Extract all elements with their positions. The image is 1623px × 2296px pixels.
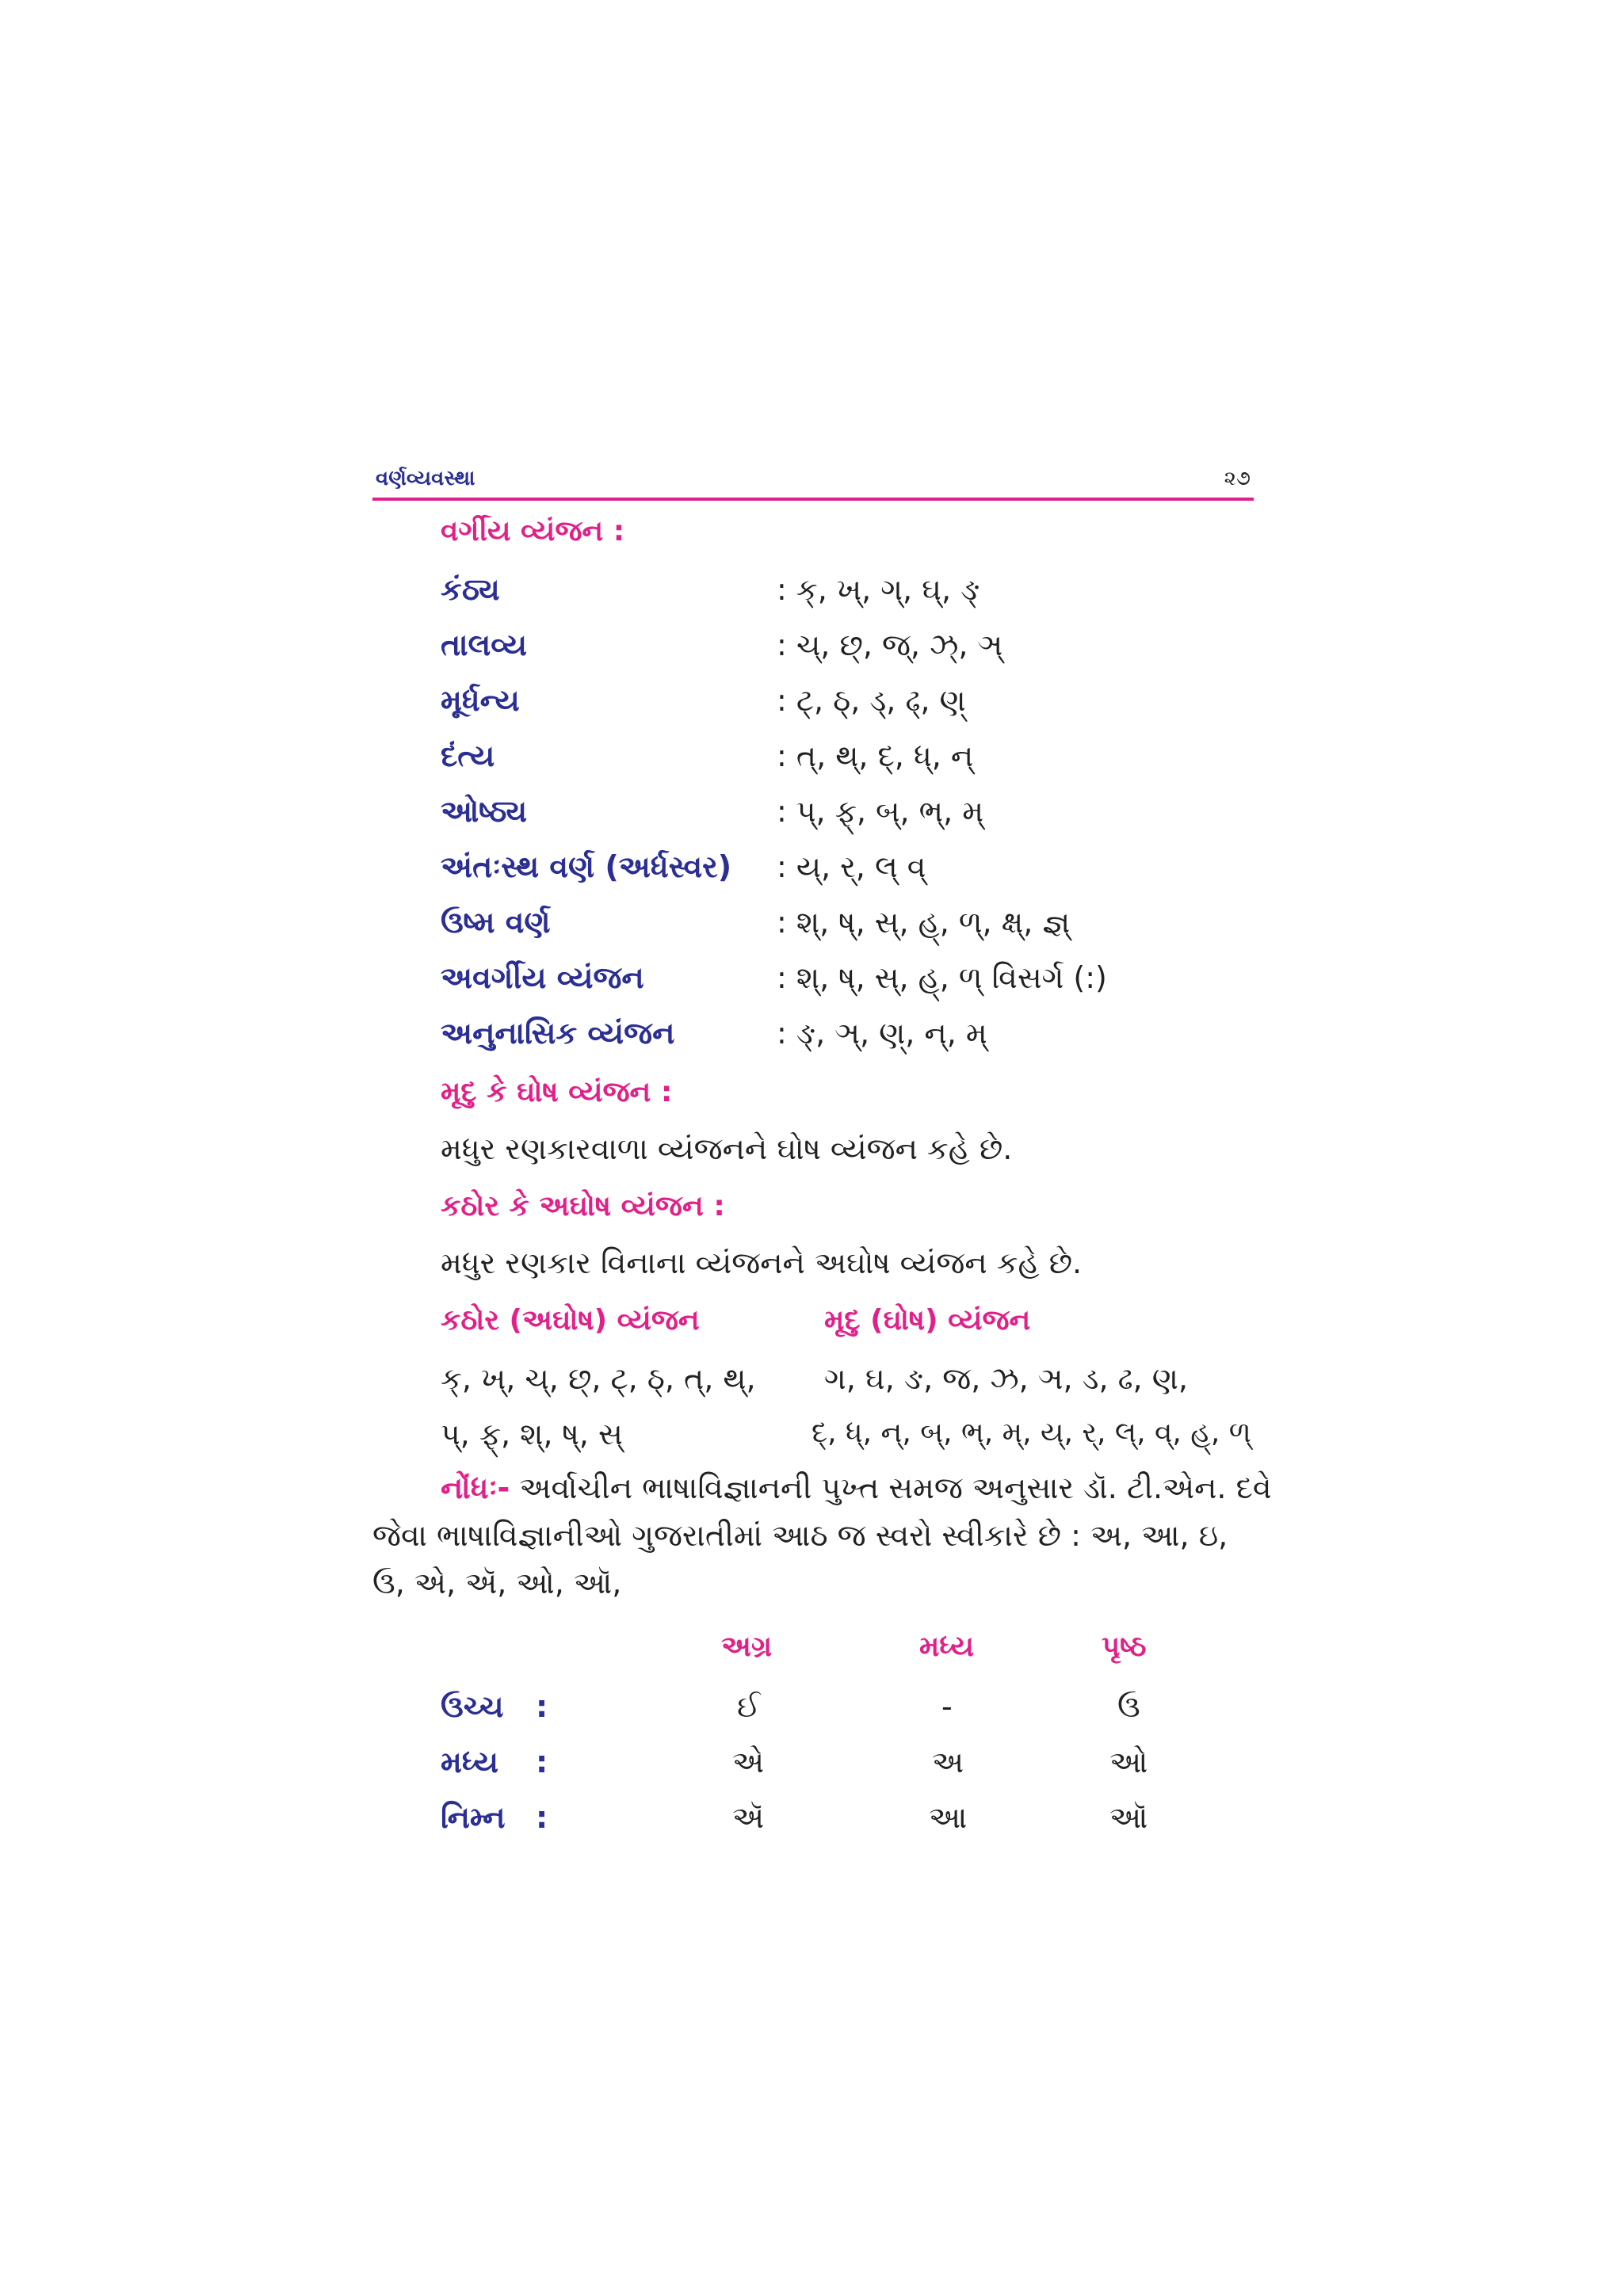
class-value-talavya: : ચ્, છ્, જ્, ઝ્, ઞ્ (777, 627, 1003, 662)
compare-right-line2: દ્, ધ્, ન્, બ્, ભ્, મ્, ય્, ર્, લ્, વ્, હ્, ળ્ (812, 1417, 1251, 1449)
compare-left-line1: ક્, ખ્, ચ્, છ્, ટ્, ઠ્, ત્, થ્, (441, 1361, 756, 1396)
class-value-anunasik: : ઙ્, ઞ્, ણ્, ન્, મ્ (777, 1016, 987, 1051)
vowel-cell: ઑ (1109, 1800, 1148, 1835)
vowel-col-prushth: પૃષ્ઠ (1102, 1630, 1147, 1663)
vowel-cell: અ (932, 1745, 964, 1779)
vowel-row-label: નિમ્ન (441, 1800, 506, 1835)
aghosh-text: મધુર રણકાર વિનાના વ્યંજનને અઘોષ વ્યંજન કહે છે. (441, 1245, 1083, 1280)
class-value-kanthya: : ક્, ખ્, ગ્, ઘ્, ઙ્ (777, 572, 980, 607)
vowel-cell: ઈ (737, 1689, 761, 1724)
vowel-cell: ઓ (1109, 1745, 1148, 1779)
class-value-oshthya: : પ્, ફ્, બ્, ભ્, મ્ (777, 794, 984, 829)
class-value-murdhanya: : ટ્, ઠ્, ડ્, ઢ્, ણ્ (777, 683, 966, 718)
note-line1 (441, 1470, 1272, 1506)
class-value-avargiya: : શ્, ષ્, સ્, હ્, ળ્ વિસર્ગ (:) (777, 960, 1107, 995)
vowel-cell: ઍ (732, 1800, 765, 1835)
aghosh-heading: કઠોર કે અઘોષ વ્યંજન : (441, 1190, 725, 1222)
vowel-col-madhya: મધ્ય (919, 1630, 975, 1663)
vowel-row-colon: : (536, 1800, 548, 1835)
class-label-anunasik: અનુનાસિક વ્યંજન (441, 1016, 675, 1051)
note-label: નોંધઃ- (441, 1470, 510, 1505)
compare-right-heading: મૃદુ (ઘોષ) વ્યંજન (824, 1304, 1031, 1337)
class-value-dantya: : ત્, થ્, દ્, ધ્, ન્ (777, 738, 974, 773)
vowel-cell: એ (732, 1745, 765, 1779)
class-label-dantya: દંત્ય (441, 738, 495, 773)
class-label-antastha: અંતઃસ્થ વર્ણ (અર્ધસ્વર) (441, 849, 732, 884)
class-value-antastha: : ય્, ર્, લ્ વ્ (777, 849, 926, 884)
varga-heading: વર્ગીય વ્યંજન : (441, 515, 625, 547)
class-value-ushma: : શ્, ષ્, સ્, હ્, ળ્, ક્ષ્, જ્ઞ્ (777, 905, 1071, 940)
note-line1-text: અર્વાચીન ભાષાવિજ્ઞાનની પુખ્ત સમજ અનુસાર ડૉ. ટી.એન. દવે (510, 1470, 1272, 1505)
vowel-row-colon: : (536, 1745, 548, 1779)
compare-right-line1: ગ, ઘ, ઙ, જ, ઝ, ઞ, ડ, ઢ, ણ, (824, 1361, 1188, 1396)
vowel-cell: ઉ (1117, 1689, 1140, 1724)
note-line2: જેવા ભાષાવિજ્ઞાનીઓ ગુજરાતીમાં આઠ જ સ્વરો સ્વીકારે છે : અ, આ, ઇ, (372, 1518, 1228, 1553)
class-label-kanthya: કંઠ્ય (441, 572, 500, 607)
chapter-title: વર્ણવ્યવસ્થા (376, 467, 475, 490)
class-label-talavya: તાલવ્ય (441, 627, 527, 662)
ghosh-heading: મૃદુ કે ઘોષ વ્યંજન : (441, 1076, 673, 1108)
class-label-ushma: ઉષ્મ વર્ણ (441, 905, 551, 940)
class-label-murdhanya: મૂર્ધન્ય (441, 683, 520, 718)
page-header (372, 466, 1254, 501)
vowel-row-label: ઉચ્ચ (441, 1689, 504, 1724)
vowel-row-label: મધ્ય (441, 1745, 498, 1779)
vowel-cell: - (941, 1689, 953, 1724)
vowel-col-agra: અગ્ર (721, 1630, 773, 1663)
note-line3: ઉ, એ, ઍ, ઓ, ઑ, (372, 1566, 622, 1600)
ghosh-text: મધુર રણકારવાળા વ્યંજનને ઘોષ વ્યંજન કહે છે. (441, 1131, 1013, 1166)
compare-left-line2: પ્, ફ્, શ્, ષ્, સ્ (441, 1417, 623, 1451)
vowel-row-colon: : (536, 1689, 548, 1724)
page-number: ૨૭ (1224, 467, 1251, 490)
class-label-avargiya: અવર્ગીય વ્યંજન (441, 960, 644, 995)
vowel-cell: આ (929, 1800, 968, 1835)
compare-left-heading: કઠોર (અઘોષ) વ્યંજન (441, 1304, 700, 1337)
class-label-oshthya: ઓષ્ઠ્ય (441, 794, 528, 829)
